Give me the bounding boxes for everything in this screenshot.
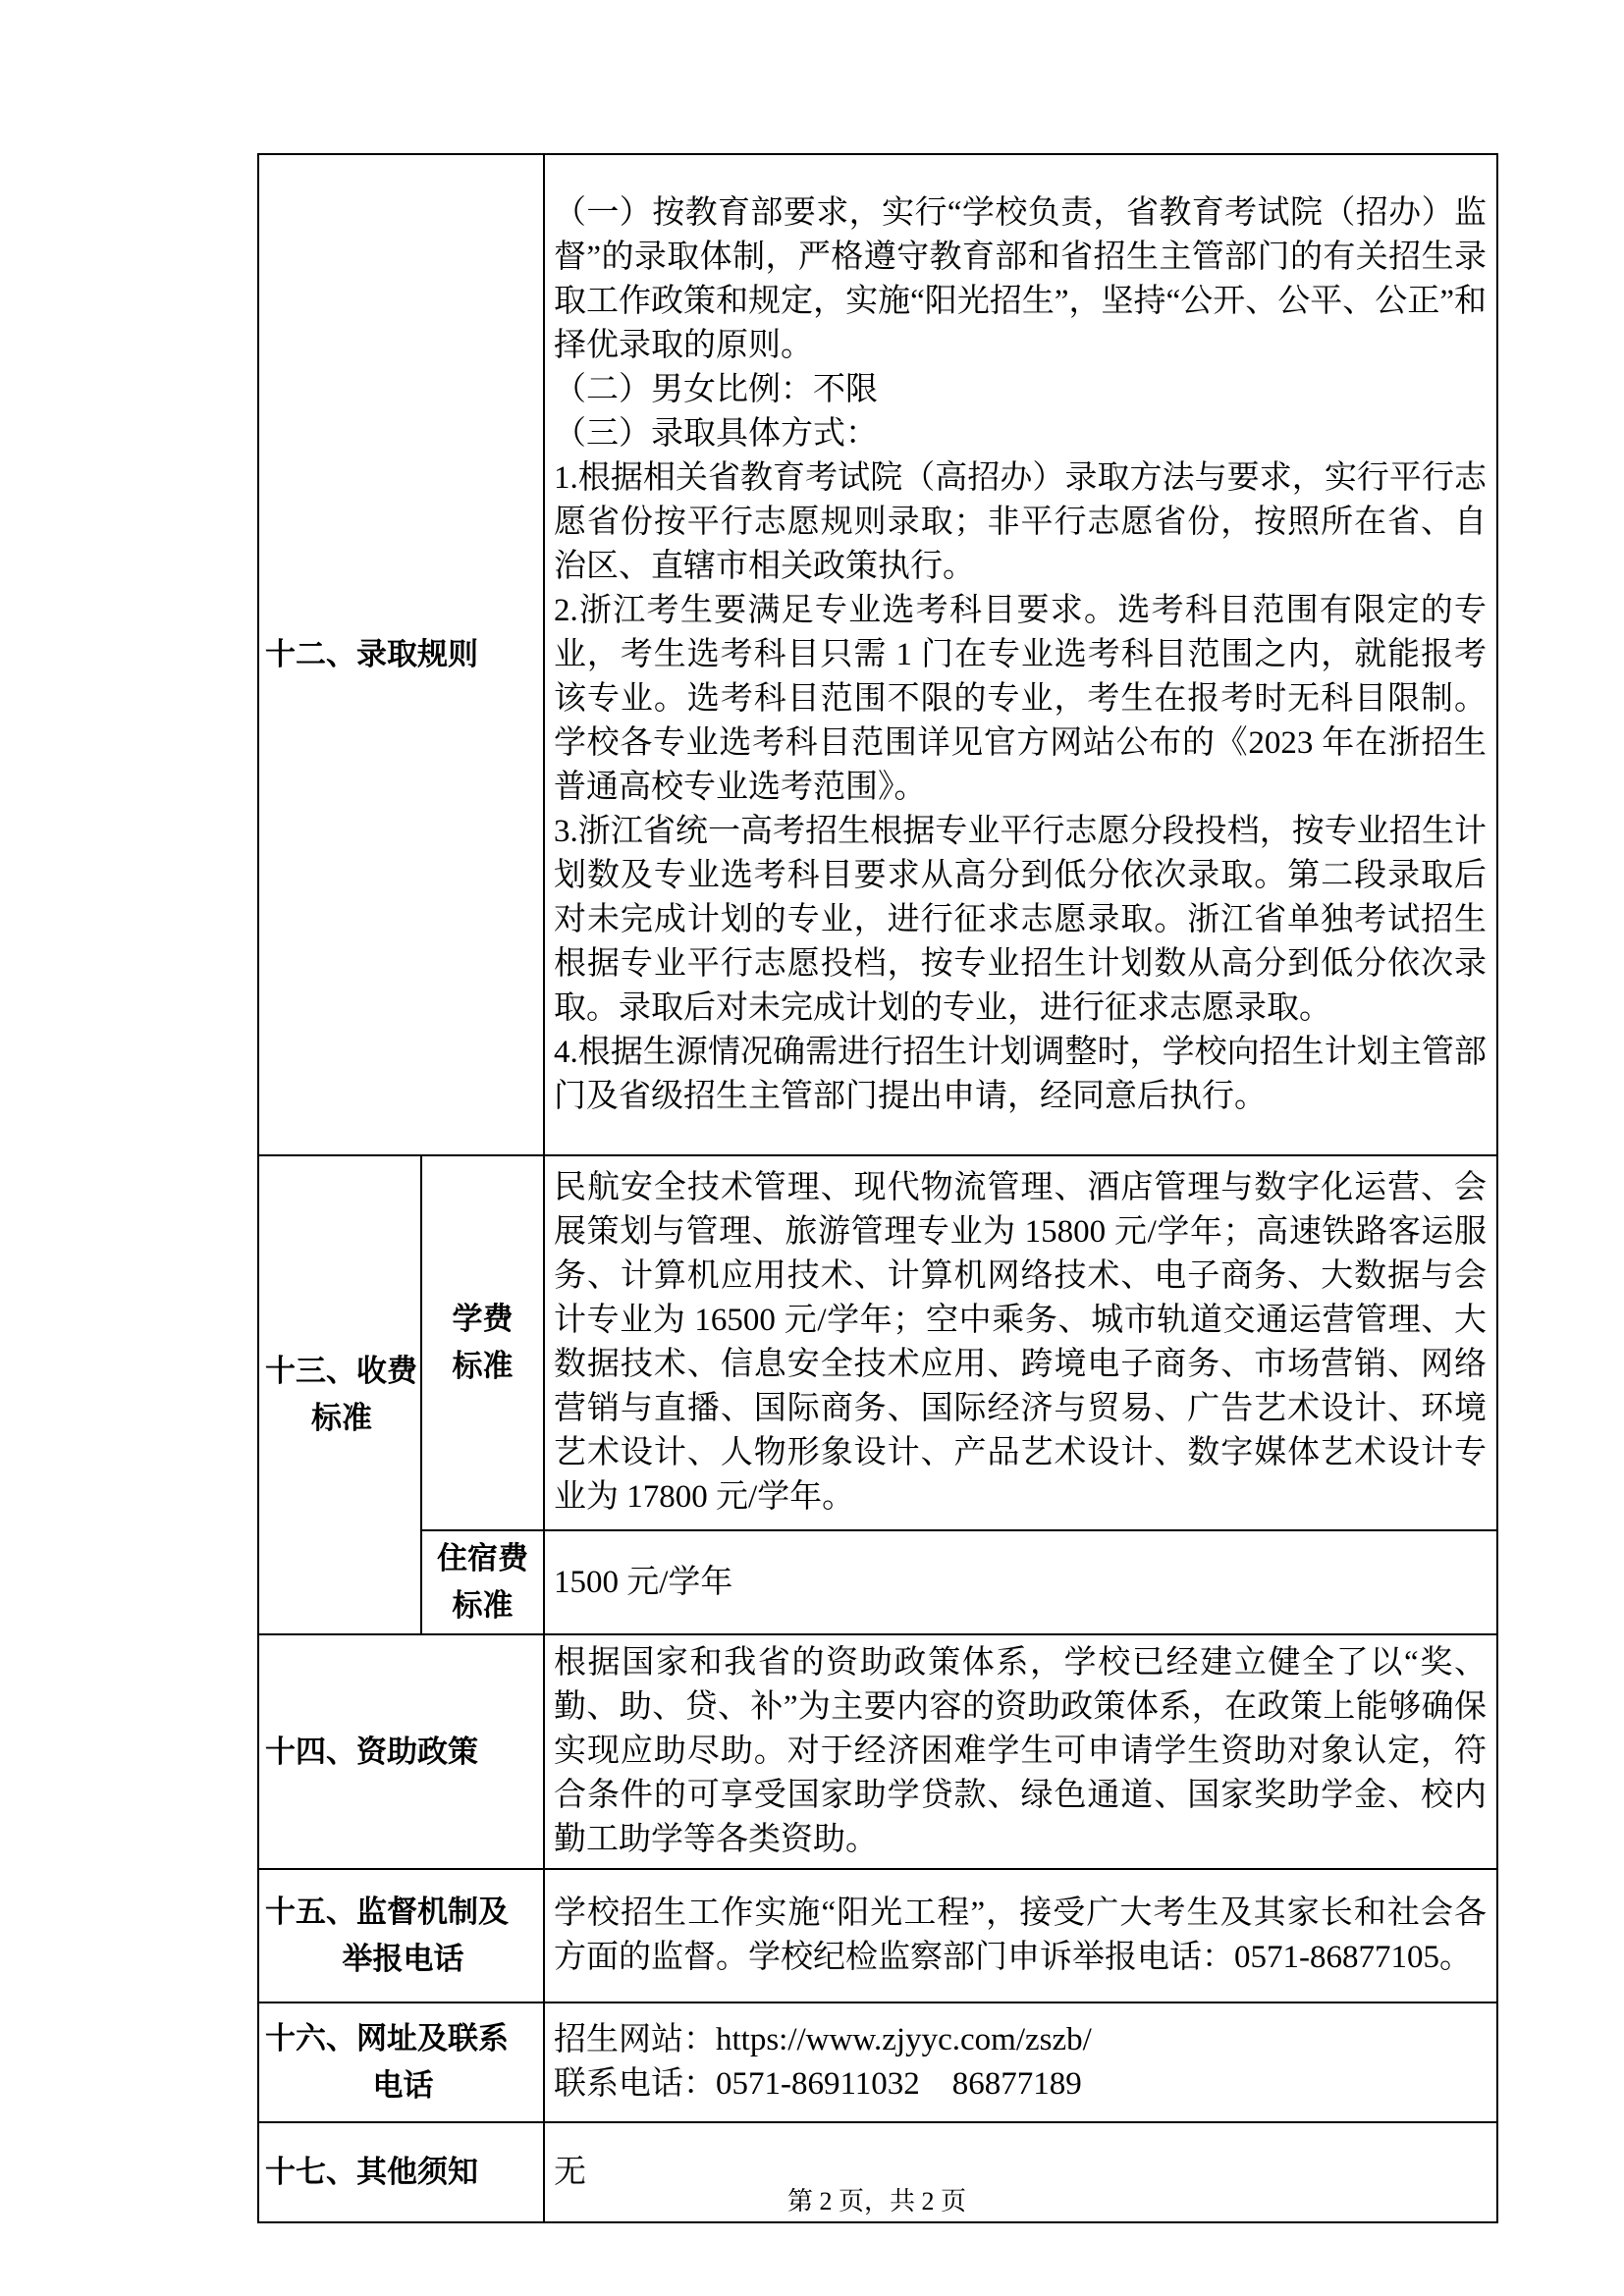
table-row-financial-aid [258,1634,1497,1869]
row-label-website-contact [258,2002,544,2122]
page [257,153,1496,2223]
row-label-text: 十七、其他须知 [265,2155,478,2189]
phone-line: 联系电话：0571-86911032 86877189 [554,2066,1082,2102]
row-label-text-line1: 十六、网址及联系 [265,2021,509,2056]
sub-label-line1: 学费 [452,1302,514,1336]
row-label-admission-rules [258,154,544,1155]
row-label-supervision [258,1869,544,2002]
row-label-text-line1: 十五、监督机制及 [265,1895,509,1929]
sub-row-label-tuition [421,1155,544,1530]
admissions-rules-table [257,153,1498,2223]
accommodation-fee-content: 1500 元/学年 [544,1530,1497,1634]
admission-rules-content [544,154,1497,1155]
row-label-text-line2: 标准 [311,1401,372,1435]
sub-label-line2: 标准 [452,1349,514,1383]
row-label-fee-standard [258,1155,421,1634]
table-row-fees-tuition [258,1155,1497,1530]
row-label-text-line2: 电话 [372,2068,434,2103]
paragraph: （三）录取具体方式： [554,415,878,452]
table-row-admission-rules [258,154,1497,1155]
table-row-supervision [258,1869,1497,2002]
table-row-fees-accommodation [258,1530,1497,1634]
row-label-text: 十四、资助政策 [265,1734,478,1769]
sub-label-line2: 标准 [452,1588,514,1623]
paragraph: （二）男女比例：不限 [554,371,878,407]
website-contact-content [544,2002,1497,2122]
paragraph: 3.浙江省统一高考招生根据专业平行志愿分段投档，按专业招生计划数及专业选考科目要求从高分到低分依次录取。第二段录取后对未完成计划的专业，进行征求志愿录取。浙江省单独考试招生根据专业平行志愿投档，按专业招生计划数从高分到低分依次录取。录取后对未完成计划的专业，进行征求志愿录取。 [554,813,1487,1026]
paragraph: 2.浙江考生要满足专业选考科目要求。选考科目范围有限定的专业，考生选考科目只需 1 门在专业选考科目范围之内，就能报考该专业。选考科目范围不限的专业，考生在报考时无科目限制。学校各专业选考科目范围详见官方网站公布的《2023 年在浙招生普通高校专业选考范围》。 [554,592,1487,805]
sub-row-label-accommodation [421,1530,544,1634]
supervision-content: 学校招生工作实施“阳光工程”，接受广大考生及其家长和社会各方面的监督。学校纪检监察部门申诉举报电话：0571-86877105。 [544,1869,1497,2002]
paragraph: 4.根据生源情况确需进行招生计划调整时，学校向招生计划主管部门及省级招生主管部门提出申请，经同意后执行。 [554,1034,1487,1114]
financial-aid-content: 根据国家和我省的资助政策体系，学校已经建立健全了以“奖、勤、助、贷、补”为主要内容的资助政策体系，在政策上能够确保实现应助尽助。对于经济困难学生可申请学生资助对象认定，符合条件的可享受国家助学贷款、绿色通道、国家奖助学金、校内勤工助学等各类资助。 [544,1634,1497,1869]
sub-label-line1: 住宿费 [437,1541,528,1575]
row-label-financial-aid [258,1634,544,1869]
paragraph: （一）按教育部要求，实行“学校负责，省教育考试院（招办）监督”的录取体制，严格遵守教育部和省招生主管部门的有关招生录取工作政策和规定，实施“阳光招生”，坚持“公开、公平、公正”和择优录取的原则。 [554,194,1487,363]
row-label-text-line1: 十三、收费 [265,1354,417,1388]
page-number: 第 2 页，共 2 页 [786,2187,966,2216]
other-notes-content: 无 [544,2122,1497,2222]
row-label-text-line2: 举报电话 [342,1942,464,1976]
paragraph: 1.根据相关省教育考试院（高招办）录取方法与要求，实行平行志愿省份按平行志愿规则录取；非平行志愿省份，按照所在省、自治区、直辖市相关政策执行。 [554,459,1487,584]
website-line: 招生网站：https://www.zjyyc.com/zszb/ [554,2022,1092,2057]
table-row-website-contact [258,2002,1497,2122]
tuition-fee-content: 民航安全技术管理、现代物流管理、酒店管理与数字化运营、会展策划与管理、旅游管理专业为 15800 元/学年；高速铁路客运服务、计算机应用技术、计算机网络技术、电子商务、大数据与会计专业为 16500 元/学年；空中乘务、城市轨道交通运营管理、大数据技术、信息安全技术应用、跨境电子商务、市场营销、网络营销与直播、国际商务、国际经济与贸易、广告艺术设计、环境艺术设计、人物形象设计、产品艺术设计、数字媒体艺术设计专业为 17800 元/学年。 [544,1155,1497,1530]
row-label-text: 十二、录取规则 [265,637,478,671]
